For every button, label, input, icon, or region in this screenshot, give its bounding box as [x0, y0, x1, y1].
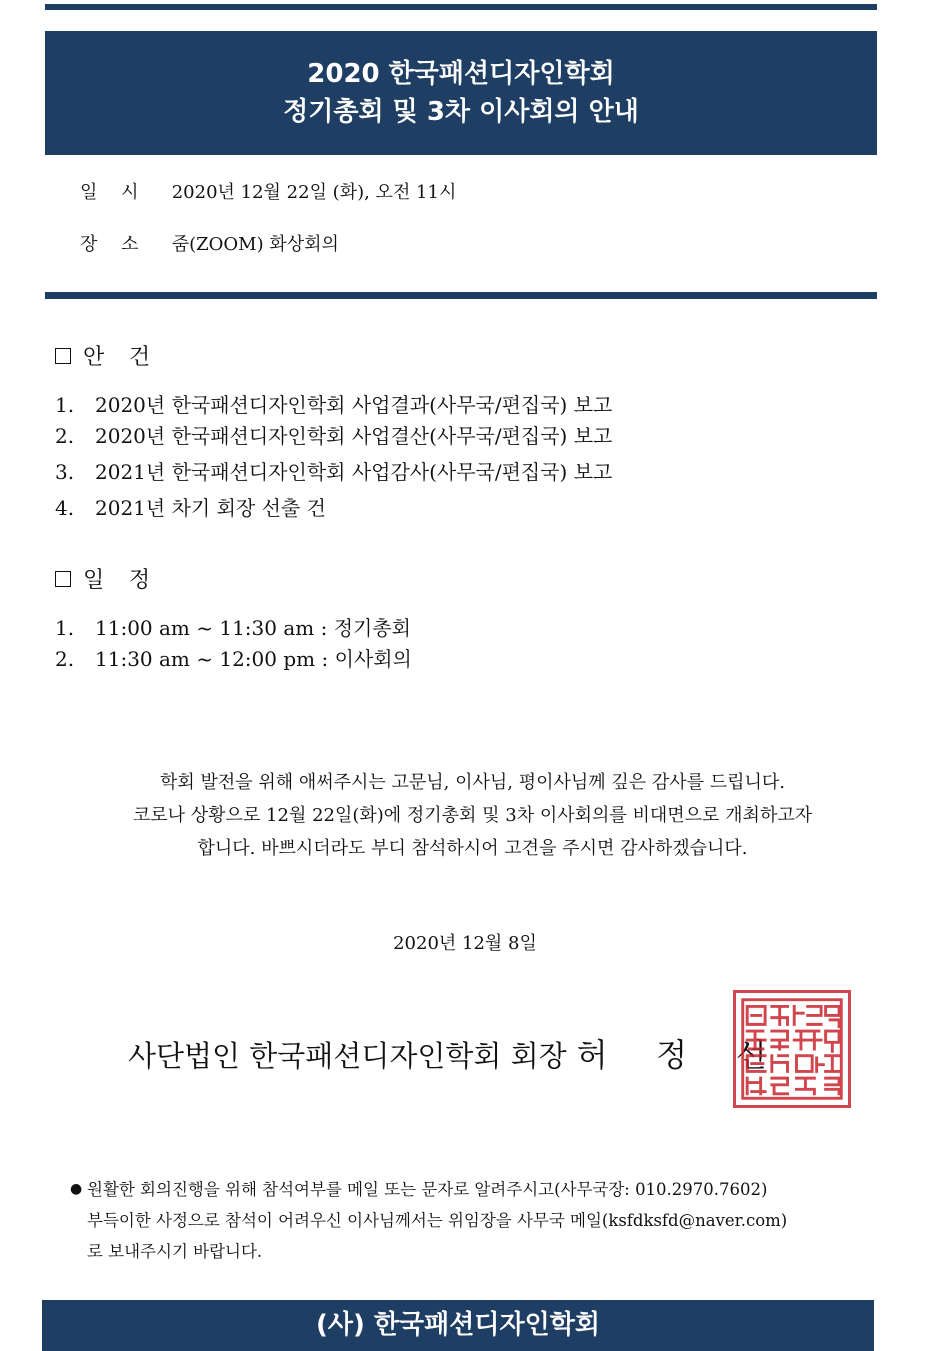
schedule-item-number: 1. — [55, 616, 75, 640]
attendance-note — [70, 1174, 900, 1267]
agenda-item-text: 2020년 한국패션디자인학회 사업결과(사무국/편집국) 보고 — [95, 393, 613, 417]
agenda-heading-label: 안 건 — [83, 345, 159, 370]
date-value: 2020년 12월 22일 (화), 오전 11시 — [171, 182, 457, 203]
schedule-item-number: 2. — [55, 647, 75, 671]
place-row — [80, 230, 339, 256]
footer-org-name: (사) 한국패션디자인학회 — [316, 1310, 600, 1340]
message-line: 코로나 상황으로 12월 22일(화)에 정기총회 및 3차 이사회의를 비대면으로 개최하고자 — [132, 805, 813, 826]
agenda-item-number: 4. — [55, 496, 75, 520]
official-seal-stamp — [733, 990, 851, 1108]
signature-line — [128, 1030, 786, 1076]
place-value: 줌(ZOOM) 화상회의 — [171, 234, 339, 255]
issue-date: 2020년 12월 8일 — [393, 933, 537, 954]
agenda-item — [55, 389, 612, 418]
president-title: 사단법인 한국패션디자인학회 회장 — [128, 1039, 567, 1073]
bullet-icon: ● — [70, 1181, 83, 1197]
checkbox-square-icon — [55, 571, 71, 587]
agenda-item — [55, 456, 612, 485]
checkbox-square-icon — [55, 348, 71, 364]
top-divider-bar — [45, 4, 877, 10]
message-line: 합니다. 바쁘시더라도 부디 참석하시어 고견을 주시면 감사하겠습니다. — [197, 838, 748, 859]
schedule-item — [55, 643, 412, 672]
title-line-1: 2020 한국패션디자인학회 — [307, 59, 615, 89]
agenda-item-text: 2021년 차기 회장 선출 건 — [95, 496, 326, 520]
agenda-item-number: 3. — [55, 460, 75, 484]
agenda-item — [55, 492, 326, 521]
schedule-item-text: 11:00 am ~ 11:30 am : 정기총회 — [95, 616, 411, 640]
president-name: 허 정 선 — [576, 1036, 786, 1074]
agenda-item-text: 2020년 한국패션디자인학회 사업결산(사무국/편집국) 보고 — [95, 424, 613, 448]
date-label: 일 시 — [80, 182, 148, 203]
title-banner — [45, 31, 877, 155]
note-line: 원활한 회의진행을 위해 참석여부를 메일 또는 문자로 알려주시고(사무국장: 010.2970.7602) — [87, 1180, 768, 1199]
place-label: 장 소 — [80, 234, 148, 255]
date-row — [80, 178, 456, 204]
title-line-2: 정기총회 및 3차 이사회의 안내 — [283, 97, 639, 127]
schedule-heading-label: 일 정 — [83, 568, 159, 593]
message-line: 학회 발전을 위해 애써주시는 고문님, 이사님, 평이사님께 깊은 감사를 드립니다. — [159, 772, 786, 793]
agenda-heading — [55, 340, 159, 371]
note-line: 로 보내주시기 바랍니다. — [87, 1242, 263, 1261]
agenda-item-number: 2. — [55, 424, 75, 448]
agenda-item-text: 2021년 한국패션디자인학회 사업감사(사무국/편집국) 보고 — [95, 460, 613, 484]
invitation-message — [40, 766, 905, 865]
schedule-item-text: 11:30 am ~ 12:00 pm : 이사회의 — [95, 647, 412, 671]
agenda-item-number: 1. — [55, 393, 75, 417]
schedule-heading — [55, 563, 159, 594]
footer-banner — [42, 1300, 874, 1351]
note-line: 부득이한 사정으로 참석이 어려우신 이사님께서는 위임장을 사무국 메일(ksfdksfd@naver.com) — [87, 1211, 788, 1230]
agenda-item — [55, 420, 612, 449]
schedule-item — [55, 612, 411, 641]
section-divider-bar — [45, 292, 877, 299]
seal-glyphs — [736, 993, 848, 1105]
